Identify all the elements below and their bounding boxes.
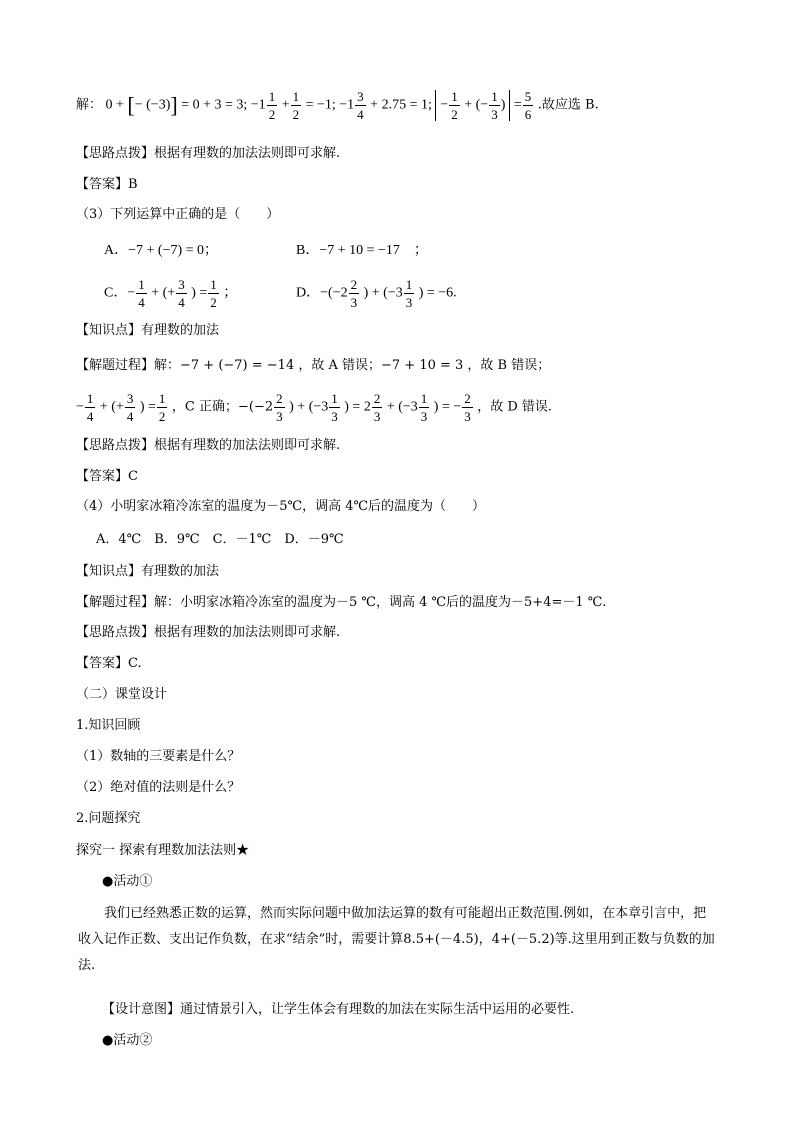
denominator: 2 <box>292 107 300 122</box>
review-question-2: （2）绝对值的法则是什么？ <box>76 780 241 795</box>
denominator: 3 <box>350 295 358 310</box>
fraction <box>462 392 473 423</box>
solution-prefix: 解： <box>76 97 103 113</box>
fraction <box>274 392 285 423</box>
expr-part: = −1; −1 <box>305 97 355 113</box>
hint-4: 【思路点拨】根据有理数的加法法则即可求解. <box>76 625 341 640</box>
fraction <box>523 90 534 121</box>
fraction <box>372 392 383 423</box>
bracket-close: ] <box>170 92 178 118</box>
option-3b: B．−7 + 10 = −17 ； <box>296 243 428 258</box>
expr-part: 0 + <box>105 97 124 113</box>
expr-part: + 2.75 = 1; <box>370 97 432 113</box>
subsection-explore: 2.问题探究 <box>76 811 141 826</box>
numerator: 1 <box>420 391 428 406</box>
solution-3-line-2 <box>76 392 552 423</box>
fraction <box>419 392 430 423</box>
expr-part: ) + (−3 <box>363 285 403 301</box>
question-3: （3）下列运算中正确的是（ ） <box>76 207 280 222</box>
expr-part: ，故 D 错误. <box>477 399 553 415</box>
numerator: 2 <box>276 391 283 406</box>
denominator: 3 <box>491 107 498 122</box>
fraction <box>208 278 219 309</box>
fraction <box>291 90 302 121</box>
activity-1: ●活动① <box>102 874 153 889</box>
denominator: 6 <box>524 107 532 122</box>
expr-part: ) = <box>191 285 208 301</box>
denominator: 4 <box>86 409 94 424</box>
expr-part: ) + (−3 <box>289 399 329 415</box>
fraction <box>404 278 415 309</box>
solution-line-1 <box>76 90 599 121</box>
expr-part: ) = 2 <box>344 399 371 415</box>
expr-part: + (+ <box>99 399 124 415</box>
numerator: 3 <box>126 391 134 406</box>
denominator: 3 <box>276 409 283 424</box>
numerator: 1 <box>138 277 145 292</box>
denominator: 3 <box>420 409 428 424</box>
question-4: （4）小明家冰箱冷冻室的温度为－5℃，调高 4℃后的温度为（ ） <box>76 499 486 514</box>
absolute-value <box>435 90 510 121</box>
numerator: 1 <box>158 391 166 406</box>
denominator: 3 <box>405 295 413 310</box>
expr-part: ) = −6. <box>418 285 457 301</box>
denominator: 3 <box>373 409 381 424</box>
options-4: A．4℃ B．9℃ C．－1℃ D．－9℃ <box>96 532 344 547</box>
section-heading: （二）课堂设计 <box>76 687 168 702</box>
expr-part: ； <box>223 285 238 301</box>
bracket-open: [ <box>127 92 135 118</box>
denominator: 2 <box>158 409 166 424</box>
expr-part: = 0 + 3 = 3; <box>181 97 248 113</box>
expr-part: − <box>440 97 449 113</box>
expr-part: D．−(−2 <box>296 285 348 301</box>
fraction <box>176 278 187 309</box>
numerator: 1 <box>405 277 413 292</box>
solution-4: 【解题过程】解：小明家冰箱冷冻室的温度为－5 ℃，调高 4 ℃后的温度为－5+4=－1 ℃. <box>76 595 607 610</box>
expr-part: = <box>513 97 522 113</box>
hint-1: 【思路点拨】根据有理数的加法法则即可求解. <box>76 146 341 161</box>
denominator: 2 <box>451 107 458 122</box>
knowledge-point-3: 【知识点】有理数的加法 <box>76 323 220 338</box>
expr-part: + <box>281 97 290 113</box>
activity-1-paragraph: 我们已经熟悉正数的运算，然而实际问题中做加法运算的数有可能超出正数范围.例如，在本章引言中，把收入记作正数、支出记作负数，在求“结余”时，需要计算8.5+(－4.5)，4+(－5.2)等.这里用到正数与负数的加法. <box>78 906 715 973</box>
fraction <box>355 90 366 121</box>
expr-part: + (+ <box>151 285 176 301</box>
fraction <box>449 90 460 121</box>
answer-1: 【答案】B <box>76 177 138 192</box>
expr-part: −1 <box>250 97 266 113</box>
design-intent: 【设计意图】通过情景引入，让学生体会有理数的加法在实际生活中运用的必要性. <box>102 1002 575 1017</box>
fraction <box>85 392 96 423</box>
numerator: 1 <box>331 391 338 406</box>
option-3c <box>104 278 237 309</box>
denominator: 3 <box>464 409 471 424</box>
numerator: 1 <box>491 89 498 104</box>
numerator: 1 <box>292 89 300 104</box>
expr-part: + (−3 <box>386 399 418 415</box>
expr-part: ，C 正确；−(−2 <box>171 399 274 415</box>
option-3a: A．−7 + (−7) = 0； <box>104 243 219 258</box>
denominator: 3 <box>331 409 338 424</box>
numerator: 2 <box>373 391 381 406</box>
denominator: 2 <box>268 107 276 122</box>
expr-part: − (−3) <box>134 97 171 113</box>
numerator: 3 <box>178 277 185 292</box>
fraction <box>267 90 278 121</box>
solution-3-line-1: 【解题过程】解：−7 + (−7) = −14 ，故 A 错误；−7 + 10 = 3 ，故 B 错误； <box>76 358 551 373</box>
expr-part: ) <box>500 97 506 113</box>
activity-2: ●活动② <box>102 1033 153 1048</box>
exploration-1-title: 探究一 探索有理数加法法则★ <box>76 843 250 858</box>
denominator: 4 <box>178 295 185 310</box>
denominator: 4 <box>126 409 134 424</box>
answer-3: 【答案】C <box>76 469 138 484</box>
review-question-1: （1）数轴的三要素是什么？ <box>76 749 241 764</box>
fraction <box>489 90 500 121</box>
fraction <box>136 278 147 309</box>
fraction <box>329 392 340 423</box>
denominator: 2 <box>210 295 217 310</box>
expr-part: ) = <box>139 399 156 415</box>
numerator: 5 <box>524 89 532 104</box>
numerator: 1 <box>210 277 217 292</box>
answer-4: 【答案】C. <box>76 656 142 671</box>
expr-part: − <box>76 399 84 415</box>
numerator: 1 <box>86 391 94 406</box>
option-3d <box>296 278 457 309</box>
knowledge-point-4: 【知识点】有理数的加法 <box>76 564 220 579</box>
numerator: 1 <box>268 89 276 104</box>
denominator: 4 <box>357 107 364 122</box>
expr-part: + (− <box>464 97 489 113</box>
fraction <box>349 278 360 309</box>
expr-part: C．− <box>104 285 136 301</box>
subsection-review: 1.知识回顾 <box>76 718 141 733</box>
numerator: 1 <box>451 89 458 104</box>
fraction <box>157 392 168 423</box>
numerator: 3 <box>357 89 364 104</box>
hint-3: 【思路点拨】根据有理数的加法法则即可求解. <box>76 438 341 453</box>
numerator: 2 <box>464 391 471 406</box>
denominator: 4 <box>138 295 145 310</box>
expr-part: .故应选 B. <box>537 97 599 113</box>
fraction <box>125 392 136 423</box>
numerator: 2 <box>350 277 358 292</box>
expr-part: ) = − <box>433 399 462 415</box>
